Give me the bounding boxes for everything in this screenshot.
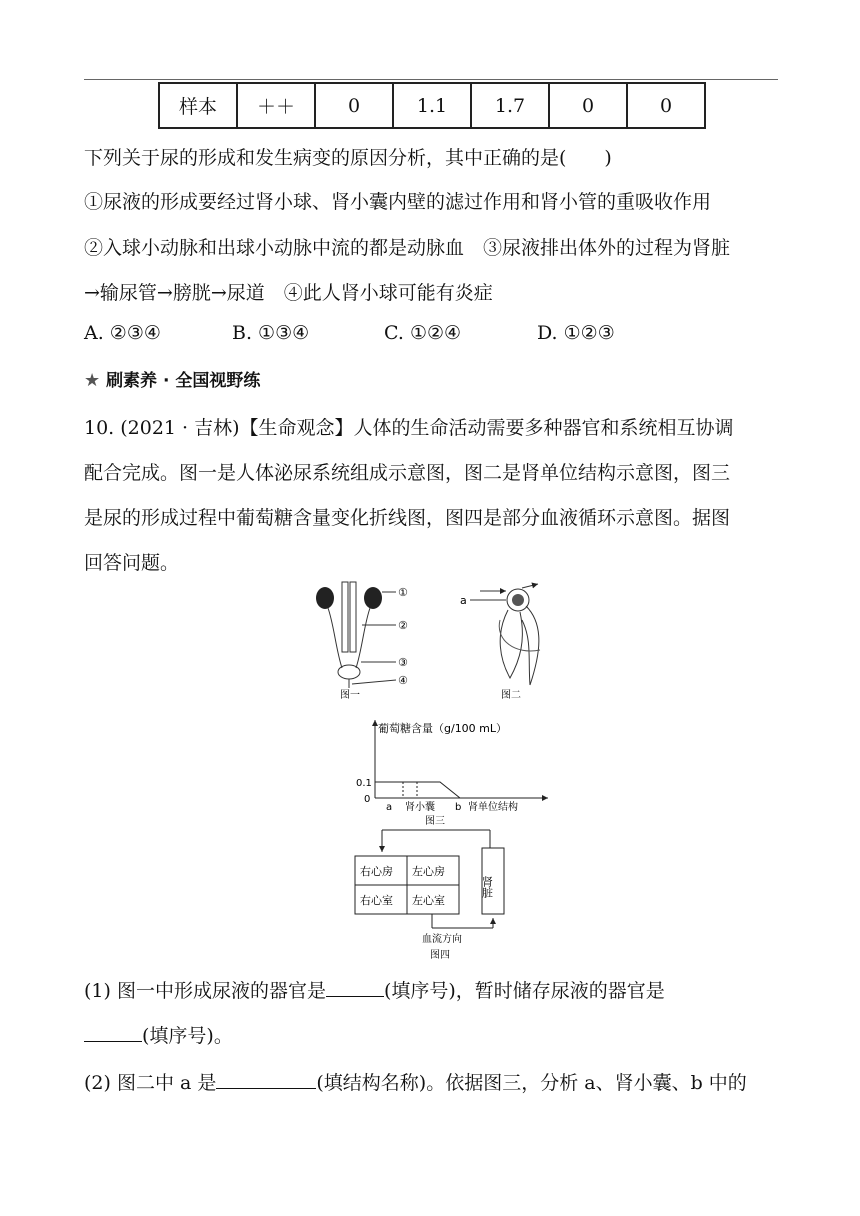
- question-10-line3: 是尿的形成过程中葡萄糖含量变化折线图，图四是部分血液循环示意图。据图: [84, 507, 731, 529]
- question-10-line2: 配合完成。图一是人体泌尿系统组成示意图，图二是肾单位结构示意图，图三: [84, 462, 731, 484]
- answer-blank[interactable]: [326, 980, 384, 997]
- table-cell: ＋＋: [237, 83, 315, 128]
- table-cell: 0: [627, 83, 705, 128]
- table-cell: 样本: [159, 83, 237, 128]
- fig3-ytick: 0.1: [356, 778, 372, 789]
- fig3-xlabel: 肾小囊: [405, 802, 435, 813]
- question-10-line1: 10. (2021 · 吉林)【生命观念】人体的生命活动需要多种器官和系统相互协调: [84, 417, 734, 439]
- answer-blank[interactable]: [84, 1025, 142, 1042]
- figures: [300, 580, 560, 970]
- urinary-system-diagram: [316, 582, 408, 701]
- fig1-label: ②: [398, 619, 408, 632]
- option-d: D. ①②③: [537, 322, 615, 344]
- fig4-caption: 图四: [430, 950, 450, 961]
- fig2-label-a: a: [460, 594, 467, 607]
- nephron-diagram: [460, 584, 540, 701]
- table-cell: 0: [315, 83, 393, 128]
- fig2-caption: 图二: [501, 690, 521, 701]
- glucose-chart: [356, 720, 548, 827]
- heart-chamber: 右心室: [360, 894, 393, 907]
- table-cell: 1.7: [471, 83, 549, 128]
- section-heading: [84, 366, 260, 391]
- fig1-label: ④: [398, 674, 408, 687]
- fig1-label: ①: [398, 586, 408, 599]
- fig3-ylabel: 葡萄糖含量（g/100 mL）: [378, 722, 508, 735]
- circulation-diagram: [355, 830, 504, 961]
- heart-chamber: 左心室: [412, 894, 445, 907]
- fig3-xlabel: b: [455, 802, 462, 813]
- part2-text-a: (2) 图二中 a 是: [84, 1072, 217, 1094]
- question-10-part2: [84, 1068, 747, 1095]
- answer-blank[interactable]: [216, 1072, 316, 1089]
- flow-label: 血流方向: [422, 934, 462, 945]
- option-b: B. ①③④: [232, 322, 310, 344]
- fig1-label: ③: [398, 656, 408, 669]
- part2-text-b: (填结构名称)。依据图三，分析 a、肾小囊、b 中的: [316, 1072, 747, 1094]
- fig3-caption: 图三: [425, 816, 445, 827]
- statement-1: ①尿液的形成要经过肾小球、肾小囊内壁的滤过作用和肾小管的重吸收作用: [84, 191, 712, 213]
- section-title: 刷素养 · 全国视野练: [106, 371, 261, 391]
- question-10-part1-line1: [84, 976, 665, 1003]
- option-c: C. ①②④: [384, 322, 462, 344]
- question-9-stem: 下列关于尿的形成和发生病变的原因分析，其中正确的是( ): [84, 147, 612, 169]
- star-icon: ★: [84, 370, 101, 391]
- heart-chamber: 右心房: [360, 865, 393, 878]
- fig3-xlabel: 肾单位结构: [468, 802, 518, 813]
- fig1-caption: 图一: [340, 690, 360, 701]
- part1-text-a: (1) 图一中形成尿液的器官是: [84, 980, 326, 1002]
- part1-text-b: (填序号)，暂时储存尿液的器官是: [383, 980, 665, 1002]
- question-10-part1-line2: [84, 1021, 233, 1048]
- statement-2: ②入球小动脉和出球小动脉中流的都是动脉血 ③尿液排出体外的过程为肾脏: [84, 237, 731, 259]
- part1-text-c: (填序号)。: [142, 1025, 233, 1047]
- option-a: A. ②③④: [84, 322, 161, 344]
- table-cell: 0: [549, 83, 627, 128]
- table-row: [159, 83, 705, 128]
- question-10-line4: 回答问题。: [84, 552, 180, 574]
- sample-table: [158, 82, 706, 129]
- statement-3: →输尿管→膀胱→尿道 ④此人肾小球可能有炎症: [84, 282, 493, 304]
- fig3-ytick: 0: [364, 794, 371, 805]
- header-rule: [84, 79, 778, 80]
- fig3-xlabel: a: [386, 802, 393, 813]
- table-cell: 1.1: [393, 83, 471, 128]
- heart-chamber: 左心房: [412, 865, 445, 878]
- kidney-label: 肾脏: [480, 876, 494, 898]
